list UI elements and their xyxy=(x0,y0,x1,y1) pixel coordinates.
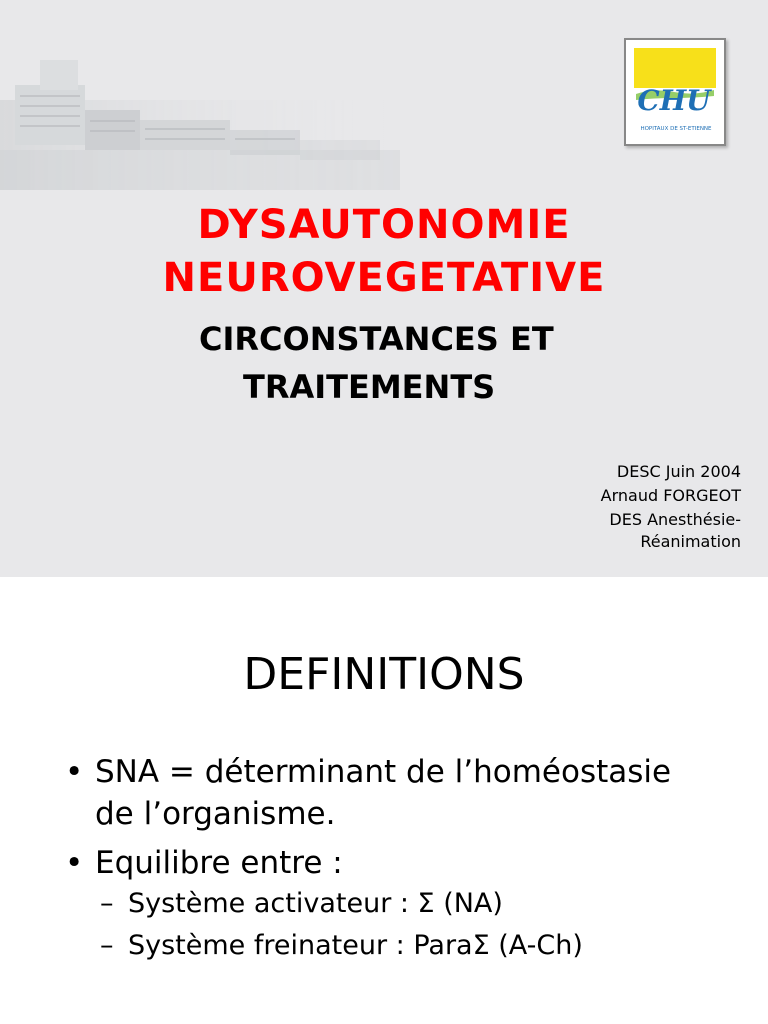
definitions-slide xyxy=(0,577,768,1024)
logo-text: CHU xyxy=(637,84,711,117)
subtitle-line-2: TRAITEMENTS xyxy=(243,368,496,406)
bullet-marker: • xyxy=(65,845,84,881)
bullet-text-line-1: SNA = déterminant de l’homéostasie xyxy=(95,754,672,790)
chu-logo-icon xyxy=(634,48,716,136)
sub-bullet-text: Système activateur : Σ (NA) xyxy=(128,888,503,919)
subtitle-line-1: CIRCONSTANCES ET xyxy=(199,320,554,358)
bullet-equilibre xyxy=(65,842,745,884)
title-line-1: DYSAUTONOMIE xyxy=(197,202,571,248)
sub-bullet-freinateur xyxy=(100,930,583,961)
sub-bullet-activateur xyxy=(100,888,503,919)
hospital-building-image xyxy=(0,40,400,190)
author-date: DESC Juin 2004 xyxy=(616,462,741,481)
sub-bullet-text: Système freinateur : ParaΣ (A-Ch) xyxy=(128,930,583,961)
definitions-heading: DEFINITIONS xyxy=(243,649,525,700)
bullet-text-line-2: de l’organisme. xyxy=(95,796,336,832)
author-role-cont: Réanimation xyxy=(640,532,741,551)
bullet-marker: • xyxy=(65,754,84,790)
bullet-sna xyxy=(65,751,745,841)
logo-caption: HOPITAUX DE ST-ETIENNE xyxy=(640,126,712,132)
author-name: Arnaud FORGEOT xyxy=(600,486,741,505)
title-line-2: NEUROVEGETATIVE xyxy=(162,255,606,301)
sub-bullet-marker: – xyxy=(100,888,114,919)
author-info xyxy=(601,460,741,552)
chu-logo xyxy=(624,38,726,146)
sub-bullet-marker: – xyxy=(100,930,114,961)
author-role: DES Anesthésie- xyxy=(609,510,741,529)
bullet-text-line-1: Equilibre entre : xyxy=(95,845,343,881)
